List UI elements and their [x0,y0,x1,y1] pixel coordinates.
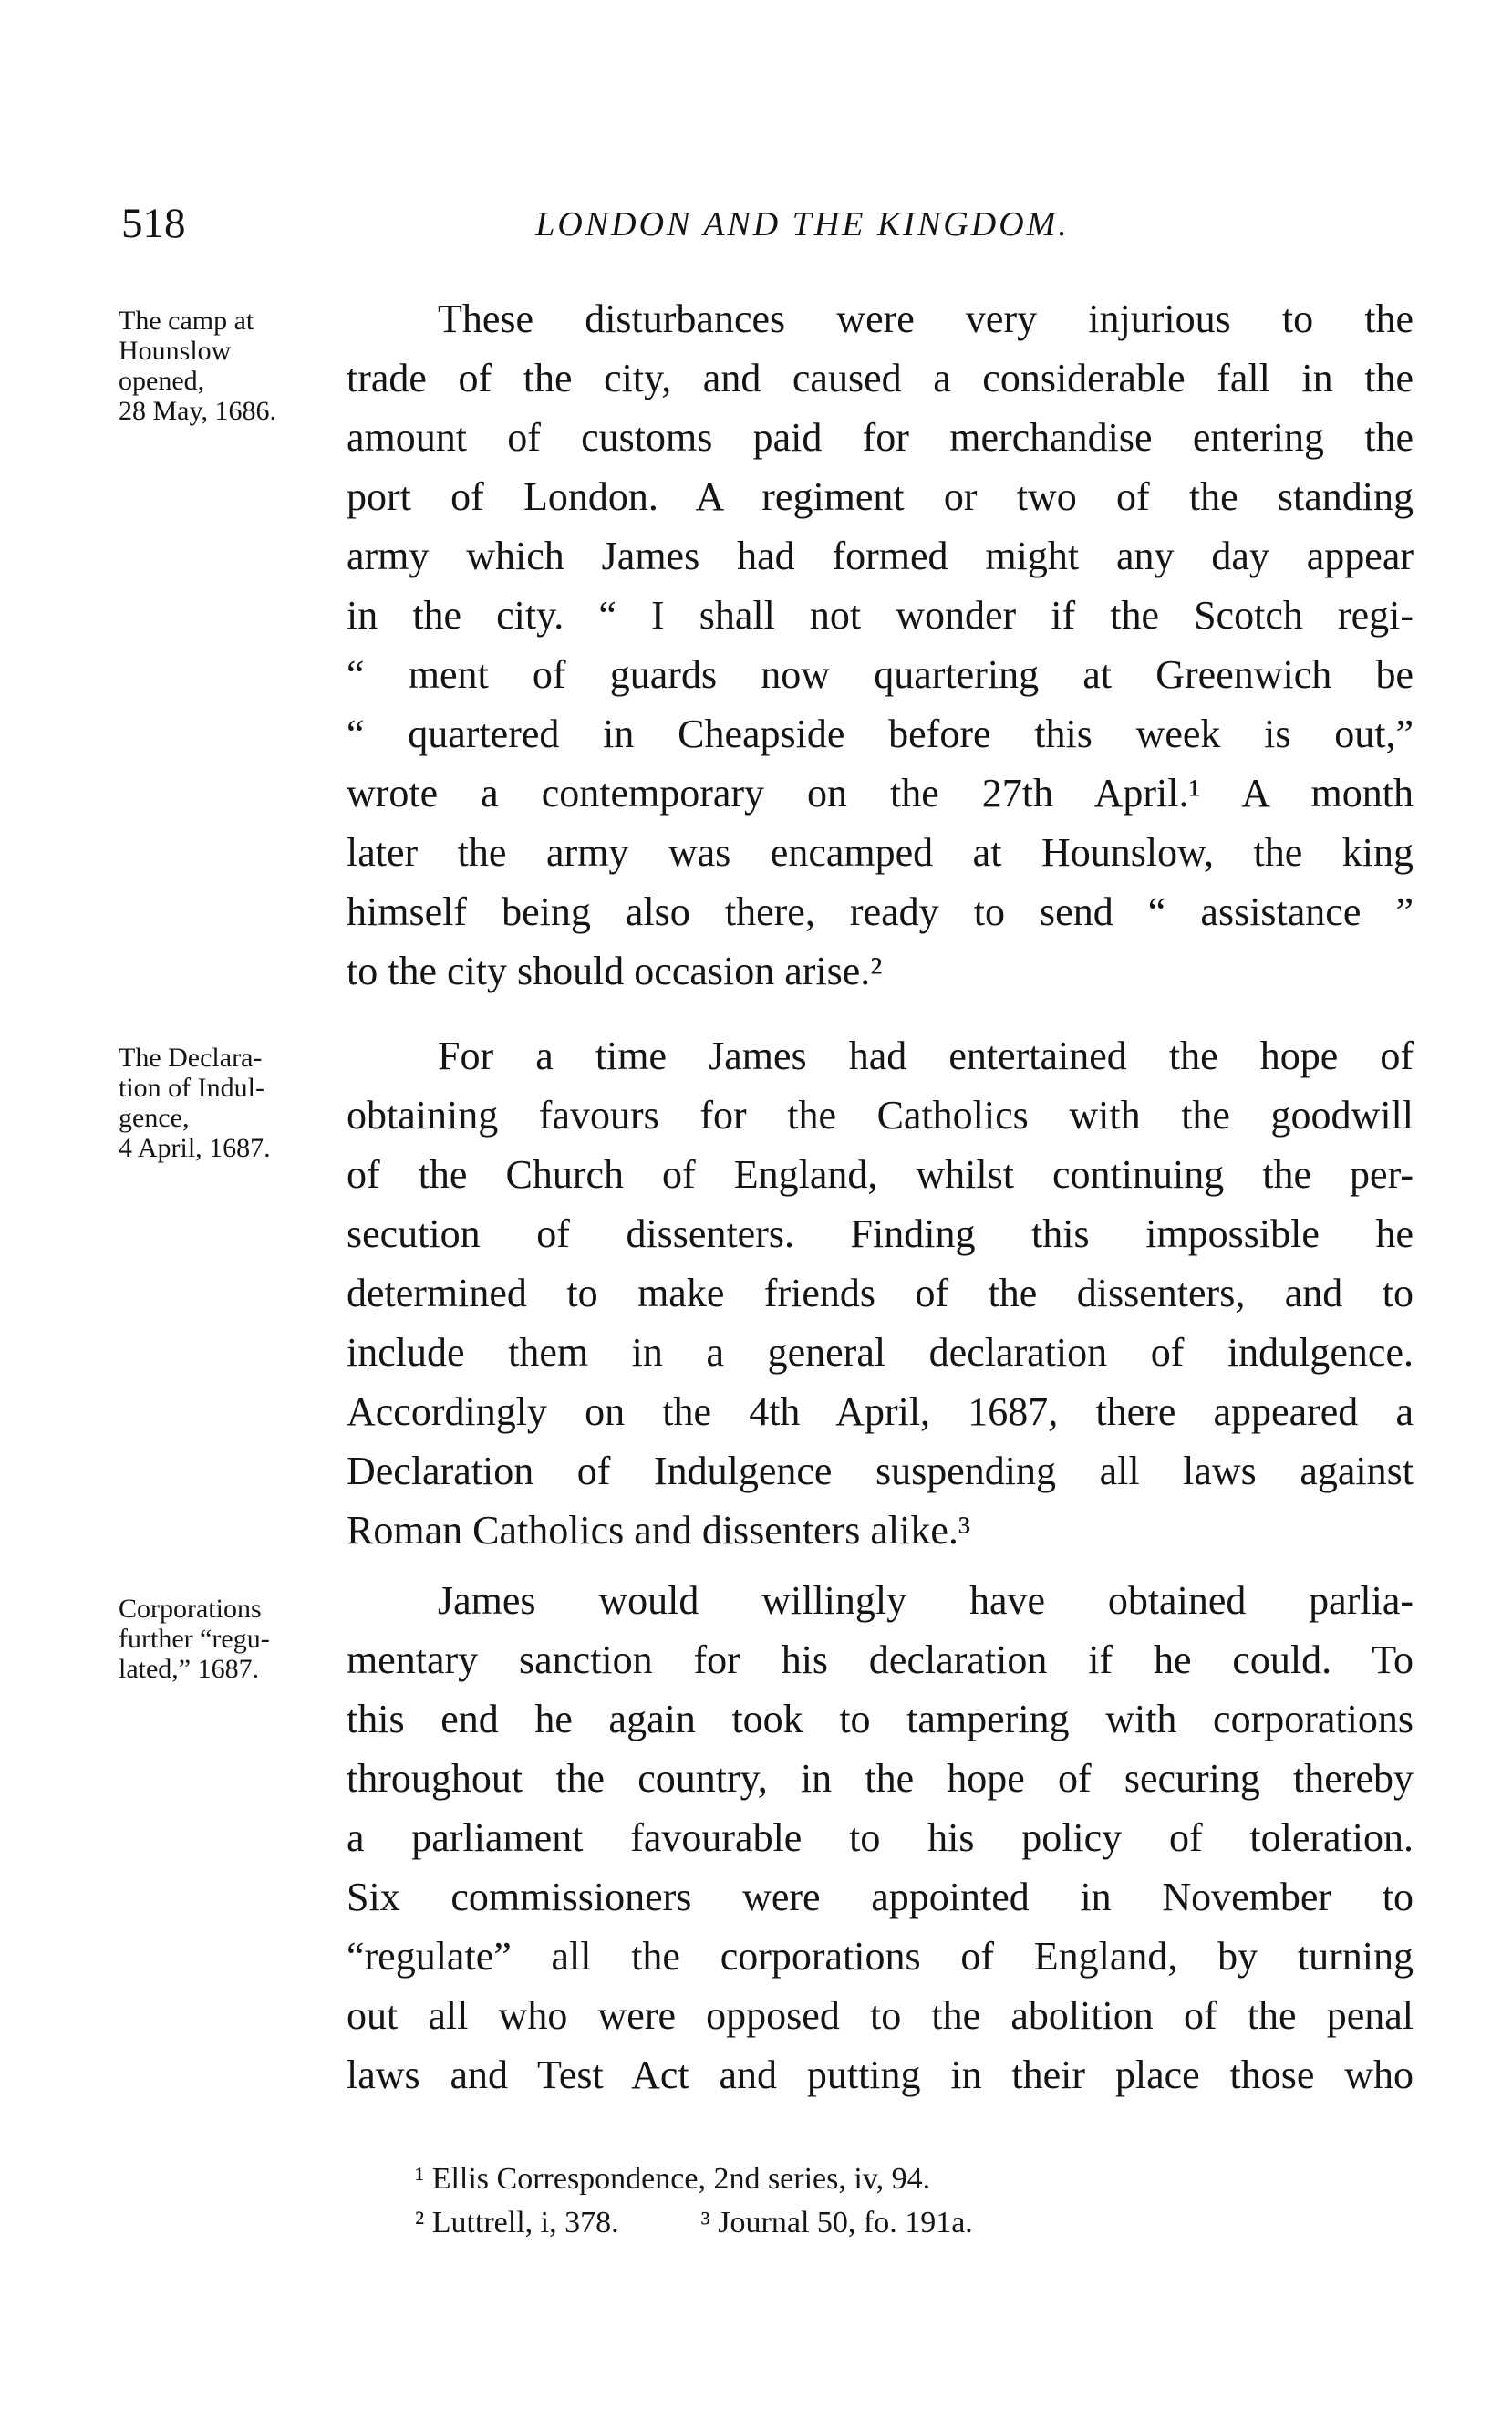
text-line: wrote a contemporary on the 27th April.¹ A month [347,771,1414,816]
sidenote-line: Corporations [119,1594,262,1624]
sidenote-line: 28 May, 1686. [119,396,277,426]
text-line: Six commissioners were appointed in November to [347,1875,1414,1919]
text-line: laws and Test Act and putting in their place those who [347,2052,1414,2097]
text-line: himself being also there, ready to send “ assistance ” [347,889,1414,934]
text-line: secution of dissenters. Finding this impossible he [347,1211,1414,1256]
running-title: LONDON AND THE KINGDOM. [535,205,1070,244]
text-line: in the city. “ I shall not wonder if the Scotch regi- [347,593,1414,638]
text-line: to the city should occasion arise.² [347,949,883,993]
sidenote-line: tion of Indul- [119,1073,264,1103]
text-line: mentary sanction for his declaration if he could. To [347,1637,1414,1682]
sidenote-line: Hounslow [119,336,232,366]
sidenote-line: 4 April, 1687. [119,1133,271,1163]
text-line: Roman Catholics and dissenters alike.³ [347,1508,971,1553]
sidenote-declaration-of-indulgence [119,1043,337,1163]
sidenote-camp-at-hounslow [119,306,337,426]
page-number: 518 [121,200,186,247]
text-line: trade of the city, and caused a considerable fall in the [347,356,1414,400]
sidenote-line: gence, [119,1103,190,1133]
text-line: For a time James had entertained the hope of [438,1034,1414,1078]
sidenote-line: The camp at [119,306,254,336]
text-line: army which James had formed might any day appear [347,534,1414,578]
text-line: out all who were opposed to the abolition of the penal [347,1993,1414,2038]
text-line: “regulate” all the corporations of England, by turning [347,1934,1414,1979]
sidenote-line: opened, [119,366,205,396]
text-line: James would willingly have obtained parlia- [438,1578,1414,1623]
text-line: “ ment of guards now quartering at Greenwich be [347,652,1414,697]
text-line: include them in a general declaration of indulgence. [347,1330,1414,1375]
sidenote-line: lated,” 1687. [119,1654,260,1684]
paragraph-declaration [347,1026,1414,1560]
text-line: These disturbances were very injurious to the [438,296,1414,341]
text-line: obtaining favours for the Catholics with the goodwill [347,1093,1414,1138]
text-line: “ quartered in Cheapside before this week is out,” [347,712,1414,756]
text-line: this end he again took to tampering with corporations [347,1697,1414,1741]
text-line: later the army was encamped at Hounslow, the king [347,830,1414,875]
footnote-row [415,2201,973,2245]
sidenote-line: further “regu- [119,1624,270,1654]
text-line: determined to make friends of the dissenters, and to [347,1271,1414,1315]
footnote-2: ² Luttrell, i, 378. [415,2206,619,2240]
text-line: throughout the country, in the hope of securing thereby [347,1756,1414,1801]
text-line: port of London. A regiment or two of the standing [347,474,1414,519]
sidenote-line: The Declara- [119,1043,263,1073]
paragraph-corporations [347,1571,1414,2104]
footnote-3: ³ Journal 50, fo. 191a. [700,2206,973,2240]
text-line: a parliament favourable to his policy of toleration. [347,1815,1414,1860]
text-line: amount of customs paid for merchandise entering the [347,415,1414,460]
footnotes [415,2157,973,2245]
text-line: of the Church of England, whilst continuing the per- [347,1152,1414,1197]
sidenote-corporations-regulated [119,1594,337,1684]
paragraph-disturbances [347,289,1414,1001]
footnote-1: ¹ Ellis Correspondence, 2nd series, iv, 94. [415,2162,931,2196]
text-line: Accordingly on the 4th April, 1687, there appeared a [347,1389,1414,1434]
text-line: Declaration of Indulgence suspending all laws against [347,1449,1414,1493]
